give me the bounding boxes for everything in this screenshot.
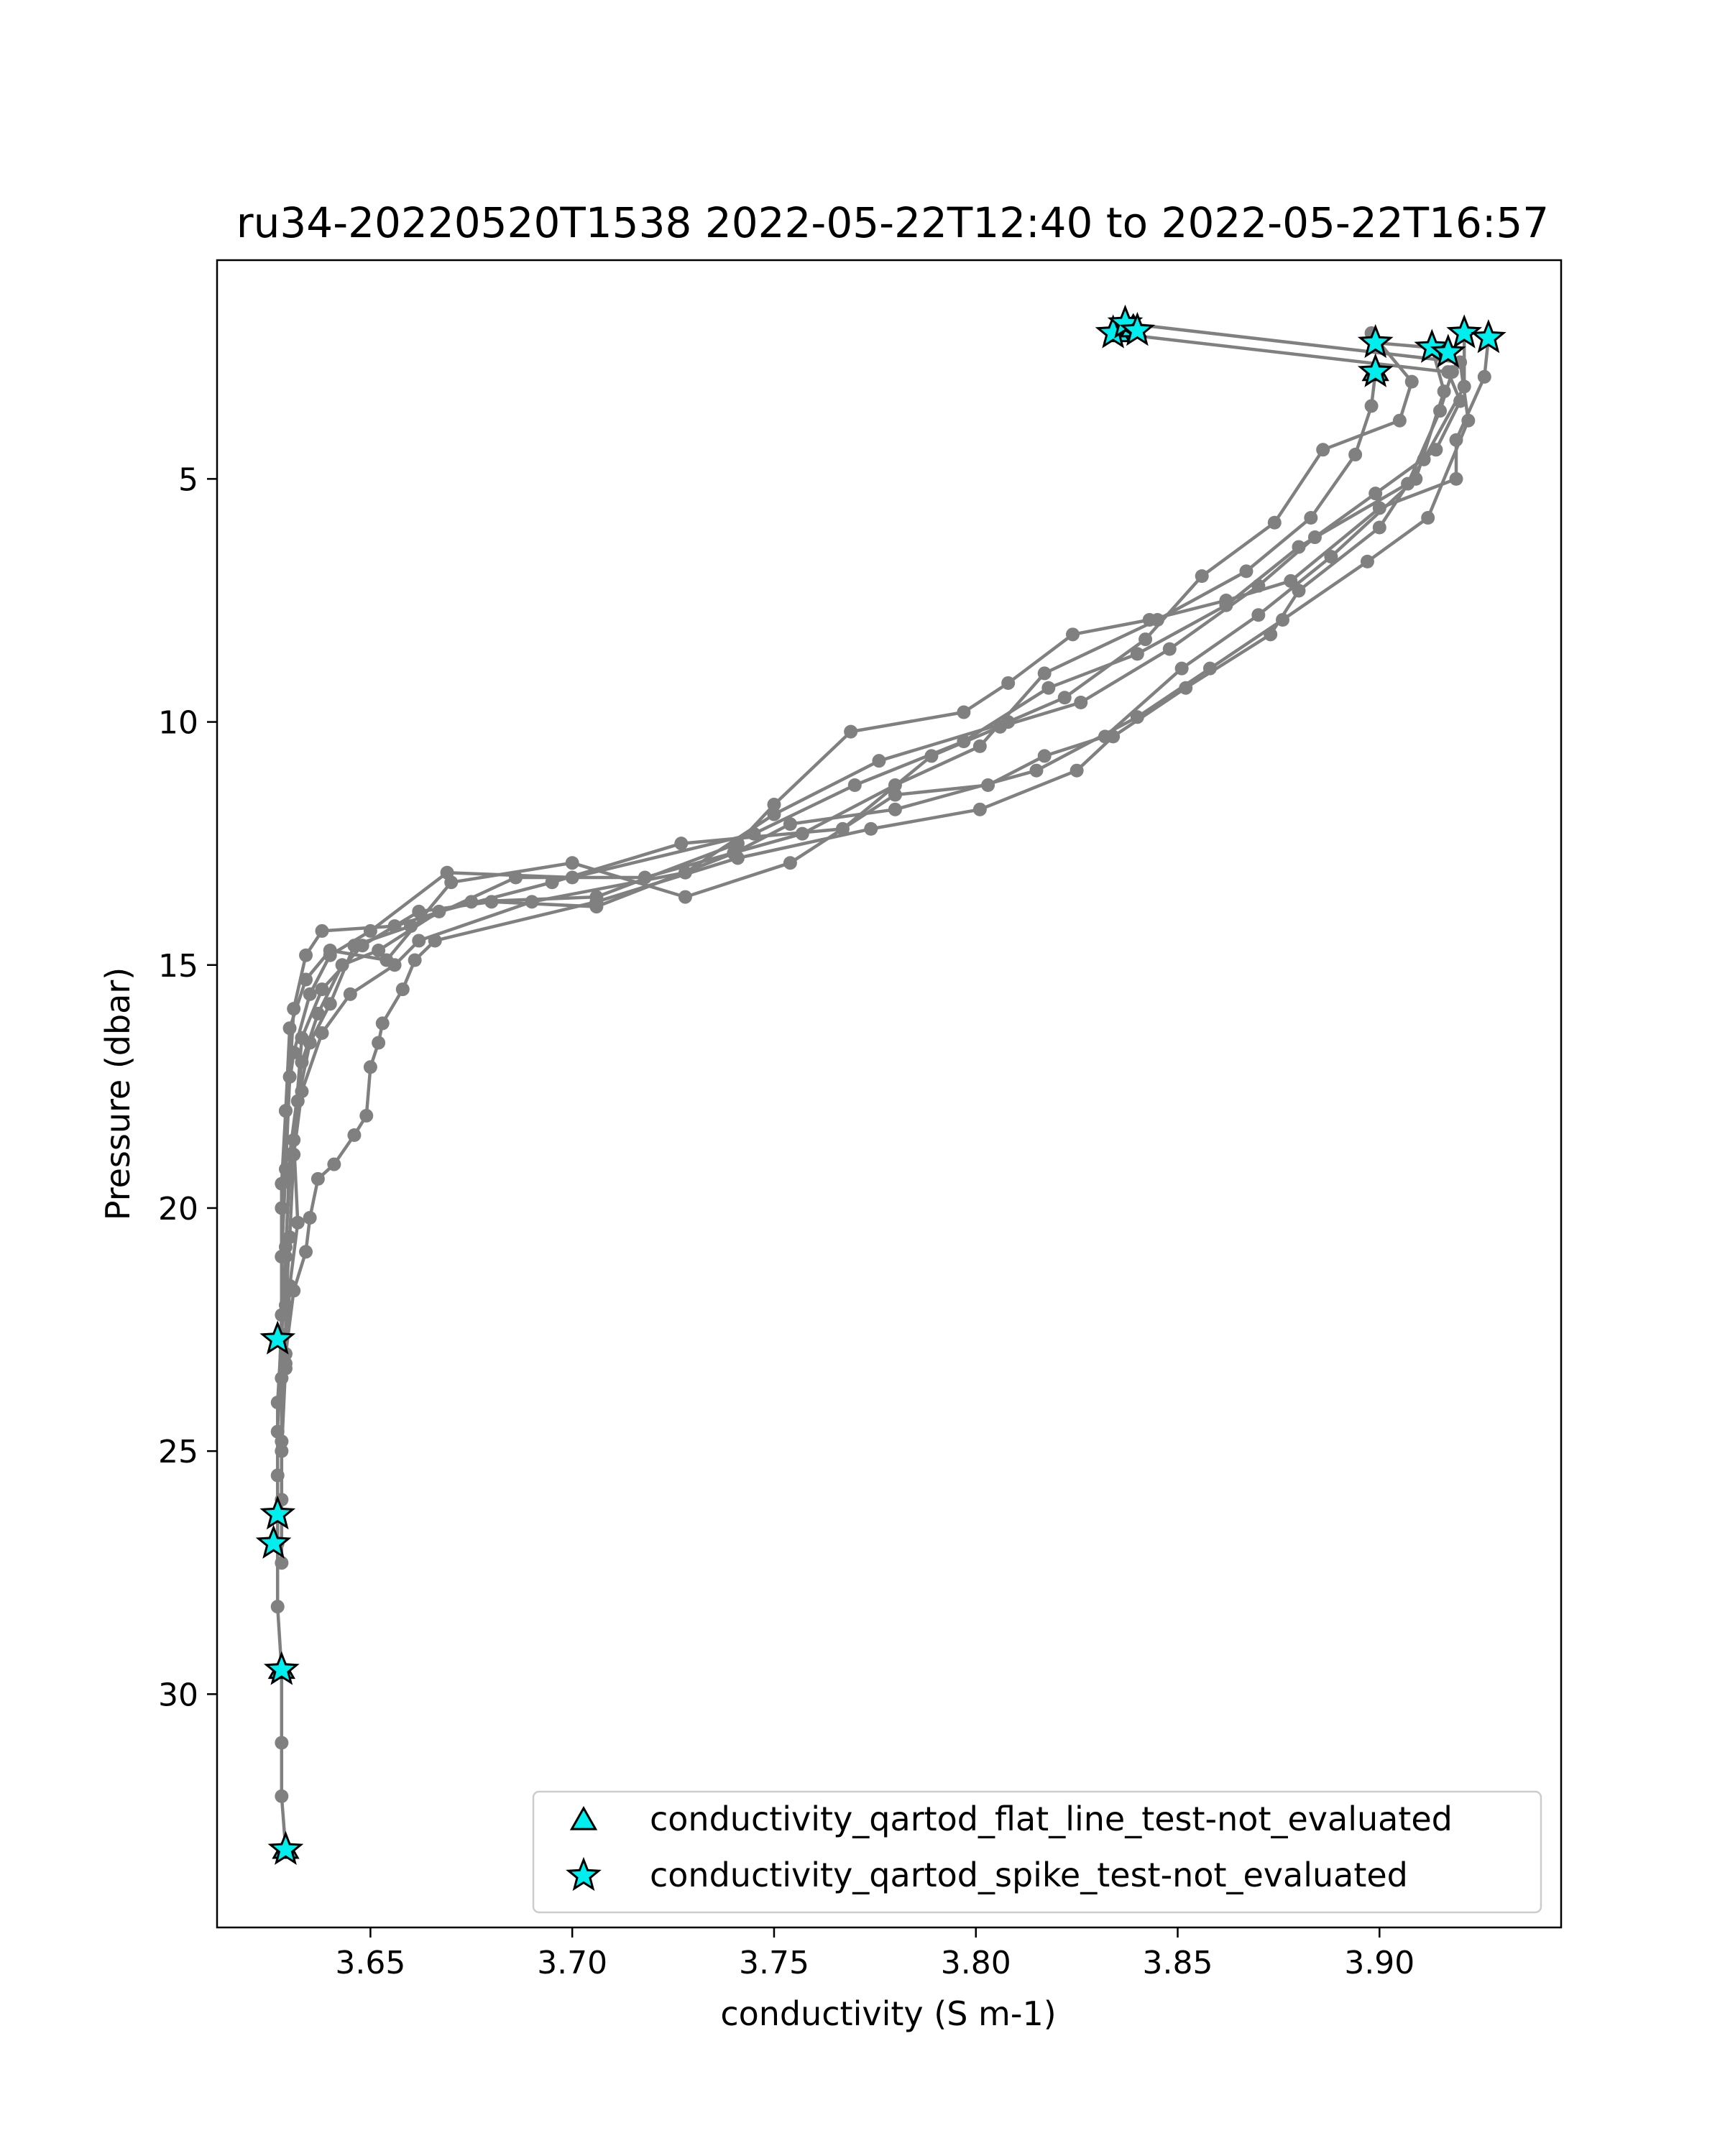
profile-point xyxy=(981,778,995,792)
profile-point xyxy=(1251,579,1265,593)
profile-point xyxy=(283,1148,297,1161)
profile-point xyxy=(973,803,987,816)
x-axis-label: conductivity (S m-1) xyxy=(720,1994,1057,2033)
profile-point xyxy=(283,1070,297,1084)
profile-point xyxy=(412,934,426,947)
x-tick-label: 3.85 xyxy=(1142,1945,1213,1981)
profile-point xyxy=(279,1362,293,1376)
profile-point xyxy=(372,1036,385,1049)
profile-point xyxy=(888,803,902,816)
profile-point xyxy=(546,875,559,889)
profile-point xyxy=(347,939,361,952)
profile-point xyxy=(311,1172,325,1186)
profile-point xyxy=(316,1026,329,1040)
profile-point xyxy=(1074,696,1087,709)
profile-point xyxy=(364,1060,377,1074)
profile-point xyxy=(566,856,579,870)
profile-point xyxy=(509,871,523,885)
y-tick-label: 15 xyxy=(158,947,198,985)
profile-point xyxy=(1438,384,1451,398)
x-tick-label: 3.90 xyxy=(1344,1945,1415,1981)
profile-point xyxy=(1393,414,1407,428)
profile-point xyxy=(864,822,878,836)
profile-point xyxy=(836,822,850,836)
profile-point xyxy=(1441,365,1455,379)
profile-point xyxy=(525,895,539,908)
profile-point xyxy=(444,875,458,889)
profile-point xyxy=(1066,627,1080,641)
profile-point xyxy=(295,1056,308,1069)
profile-point xyxy=(303,987,317,1001)
profile-point xyxy=(1038,749,1052,763)
profile-point xyxy=(924,749,938,763)
profile-point xyxy=(1058,691,1072,704)
profile-point xyxy=(275,1789,288,1803)
profile-point xyxy=(1368,487,1382,500)
x-tick-label: 3.65 xyxy=(335,1945,406,1981)
profile-point xyxy=(1268,516,1282,530)
profile-point xyxy=(1001,676,1015,690)
y-tick-label: 20 xyxy=(158,1190,198,1227)
profile-point xyxy=(589,895,603,908)
profile-point xyxy=(1038,666,1052,680)
profile-point xyxy=(359,1109,373,1123)
profile-point xyxy=(291,1216,305,1230)
profile-point xyxy=(283,1021,297,1035)
profile-point xyxy=(287,1284,300,1297)
profile-point xyxy=(1029,764,1043,778)
profile-point xyxy=(674,837,688,850)
profile-point xyxy=(1308,530,1322,544)
profile-point xyxy=(1163,642,1177,656)
x-tick-label: 3.70 xyxy=(537,1945,608,1981)
profile-point xyxy=(1316,443,1330,456)
profile-point xyxy=(1458,379,1471,393)
profile-point xyxy=(1179,681,1192,695)
profile-point xyxy=(299,1245,313,1258)
profile-point xyxy=(844,725,857,739)
profile-point xyxy=(396,982,410,996)
profile-point xyxy=(311,1007,325,1021)
profile-point xyxy=(299,949,313,962)
y-tick-label: 25 xyxy=(158,1434,198,1471)
profile-point xyxy=(271,1600,285,1613)
profile-point xyxy=(1106,729,1120,743)
profile-point xyxy=(299,973,313,987)
profile-point xyxy=(1373,521,1386,535)
profile-point xyxy=(957,706,970,719)
profile-point xyxy=(323,944,337,957)
y-tick-label: 5 xyxy=(178,461,198,499)
profile-point xyxy=(1365,399,1379,413)
profile-point xyxy=(1175,662,1189,676)
y-axis-label: Pressure (dbar) xyxy=(98,967,137,1221)
profile-point xyxy=(1070,764,1084,778)
profile-point xyxy=(279,1250,293,1263)
profile-point xyxy=(275,1736,288,1749)
profile-point xyxy=(327,1158,341,1171)
profile-point xyxy=(993,720,1007,734)
profile-point xyxy=(1138,632,1152,646)
profile-point xyxy=(678,866,692,880)
profile-point xyxy=(1405,375,1419,389)
profile-point xyxy=(848,778,862,792)
profile-point xyxy=(344,987,357,1001)
profile-point xyxy=(408,953,422,967)
profile-point xyxy=(783,856,797,870)
profile-point xyxy=(783,817,797,831)
profile-point xyxy=(275,1434,288,1448)
legend-label-spike: conductivity_qartod_spike_test-not_evaluated xyxy=(650,1856,1408,1894)
profile-point xyxy=(1449,472,1463,486)
profile-point xyxy=(275,1556,288,1570)
y-tick-label: 30 xyxy=(158,1677,198,1714)
profile-point xyxy=(678,890,692,904)
profile-point xyxy=(347,1128,361,1142)
profile-point xyxy=(973,740,987,753)
profile-point xyxy=(1453,395,1467,408)
profile-point xyxy=(372,944,385,957)
profile-point xyxy=(872,754,886,768)
profile-point xyxy=(336,958,349,972)
profile-point xyxy=(1264,627,1277,641)
profile-point xyxy=(1251,608,1265,622)
profile-point xyxy=(316,924,329,938)
profile-point xyxy=(1239,564,1253,578)
profile-point xyxy=(1429,443,1443,456)
legend-label-flat-line: conductivity_qartod_flat_line_test-not_evaluated xyxy=(650,1800,1453,1838)
profile-point xyxy=(1449,433,1463,447)
y-tick-label: 10 xyxy=(158,704,198,742)
profile-point xyxy=(1292,584,1305,597)
profile-point xyxy=(1304,511,1317,525)
profile-point xyxy=(1041,681,1055,695)
profile-point xyxy=(1348,448,1362,461)
profile-point xyxy=(1195,569,1209,583)
profile-point xyxy=(1361,555,1374,568)
legend xyxy=(533,1792,1541,1912)
profile-point xyxy=(279,1104,293,1118)
x-tick-label: 3.75 xyxy=(738,1945,809,1981)
profile-point xyxy=(1478,370,1491,384)
chart-title: ru34-20220520T1538 2022-05-22T12:40 to 2022-05-22T16:57 xyxy=(236,198,1550,247)
profile-point xyxy=(303,1211,317,1225)
profile-point xyxy=(388,958,402,972)
profile-point xyxy=(432,905,446,918)
x-tick-label: 3.80 xyxy=(940,1945,1011,1981)
profile-point xyxy=(767,808,781,821)
profile-point xyxy=(376,1016,390,1030)
profile-point xyxy=(1421,511,1435,525)
